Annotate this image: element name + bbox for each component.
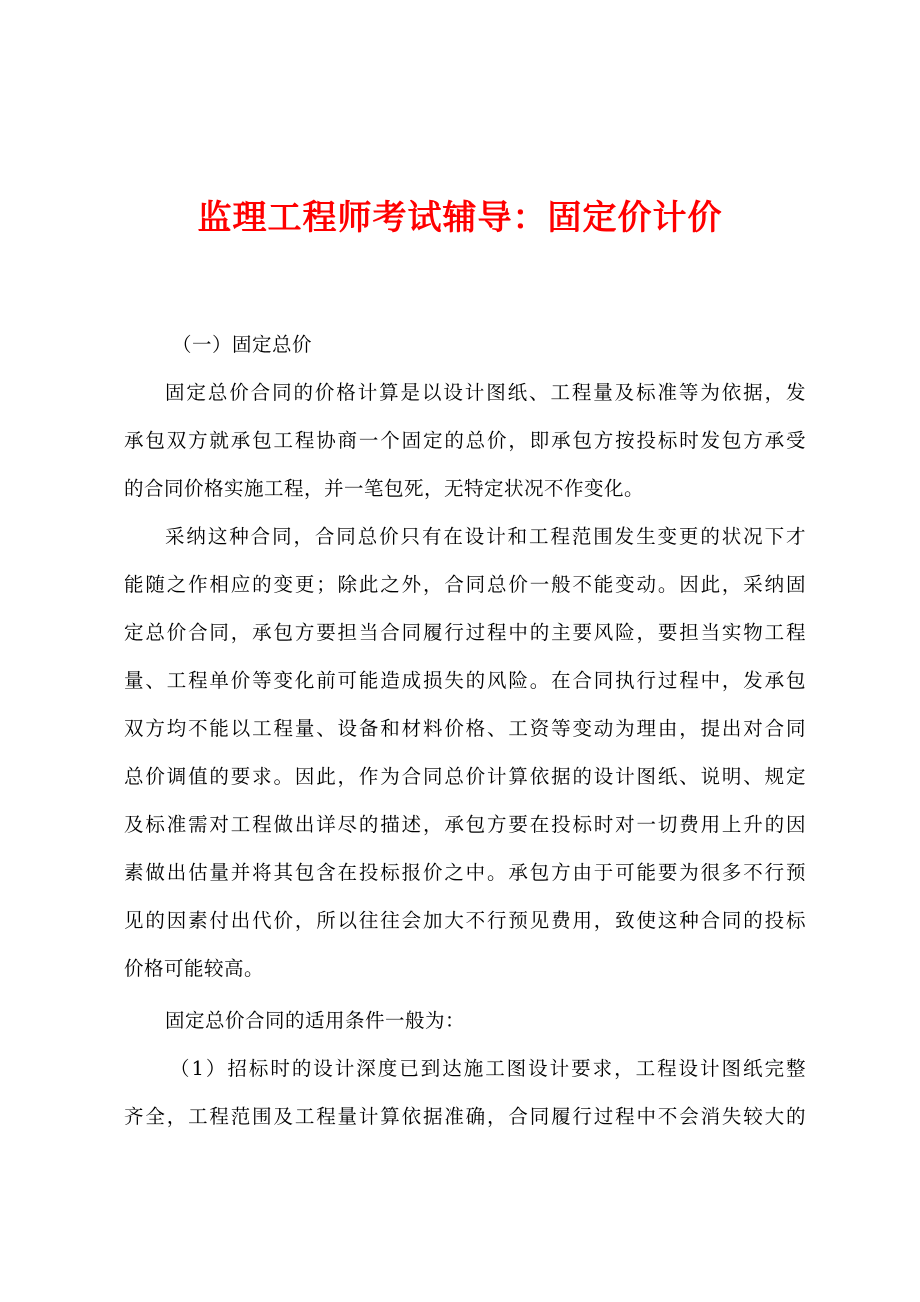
paragraph-line: 能随之作相应的变更；除此之外，合同总价一般不能变动。因此，采纳固	[124, 573, 806, 596]
paragraph-line: 固定总价合同的适用条件一般为：	[165, 1009, 466, 1032]
paragraph-line: 及标准需对工程做出详尽的描述，承包方要在投标时对一切费用上升的因	[124, 813, 806, 836]
paragraph-line: 采纳这种合同，合同总价只有在设计和工程范围发生变更的状况下才	[165, 525, 806, 548]
paragraph-line: 素做出估量并将其包含在投标报价之中。承包方由于可能要为很多不行预	[124, 861, 806, 884]
paragraph-line: 定总价合同，承包方要担当合同履行过程中的主要风险，要担当实物工程	[124, 621, 806, 644]
paragraph-line: 固定总价合同的价格计算是以设计图纸、工程量及标准等为依据，发	[165, 381, 806, 404]
paragraph-line: 承包双方就承包工程协商一个固定的总价，即承包方按投标时发包方承受	[124, 429, 806, 452]
paragraph-line: 双方均不能以工程量、设备和材料价格、工资等变动为理由，提出对合同	[124, 717, 806, 740]
section-heading: （一）固定总价	[172, 333, 313, 356]
list-item-line: （1）招标时的设计深度已到达施工图设计要求，工程设计图纸完整	[170, 1057, 806, 1080]
list-item-line: 齐全，工程范围及工程量计算依据准确，合同履行过程中不会消失较大的	[124, 1105, 806, 1128]
paragraph-line: 见的因素付出代价，所以往往会加大不行预见费用，致使这种合同的投标	[124, 909, 806, 932]
paragraph-line: 价格可能较高。	[124, 957, 265, 980]
paragraph-line: 的合同价格实施工程，并一笔包死，无特定状况不作变化。	[124, 477, 645, 500]
document-title: 监理工程师考试辅导：固定价计价	[197, 198, 723, 238]
paragraph-line: 量、工程单价等变化前可能造成损失的风险。在合同执行过程中，发承包	[124, 669, 806, 692]
paragraph-line: 总价调值的要求。因此，作为合同总价计算依据的设计图纸、说明、规定	[124, 765, 806, 788]
